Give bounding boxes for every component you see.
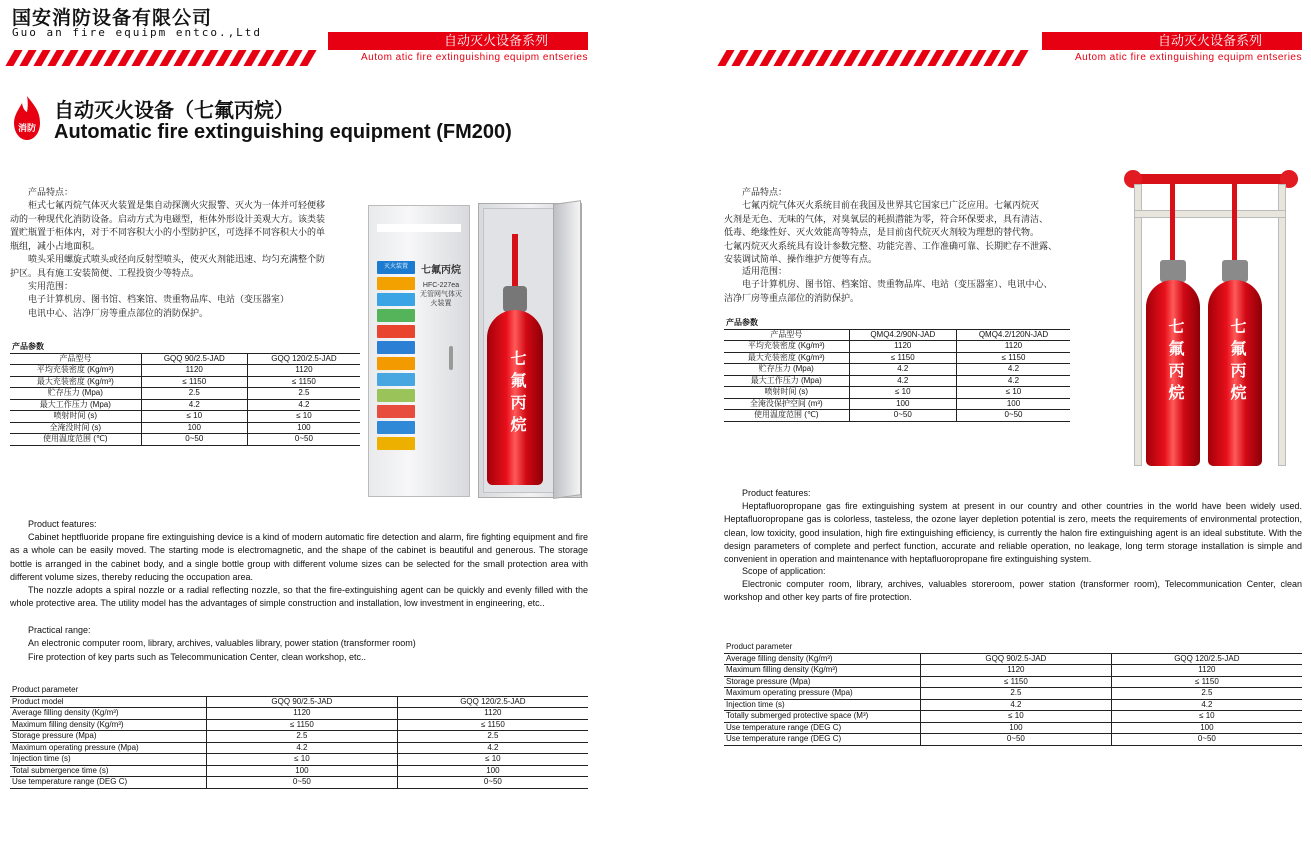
table-row: 全淹没保护空间 (m³) 100 100 [724, 398, 1070, 410]
table-row: 最大充装密度 (Kg/m³) ≤ 1150 ≤ 1150 [10, 376, 360, 388]
table-row: 贮存压力 (Mpa) 4.2 4.2 [724, 364, 1070, 376]
cabinet-header-label [377, 224, 461, 254]
en-scope-text: Electronic computer room, library, archives, valuables storeroom, power station (transformer room), Telecommunication Center, clean workshop and other key parts of fire protection. [724, 579, 1302, 603]
cn-spec-table-left: 产品参数 产品型号 GQQ 90/2.5-JAD GQQ 120/2.5-JAD 平均充装密度 (Kg/m³) 1120 1120 最大充装密度 (Kg/m³) ≤ 1150 ≤ 1150 贮存压力 (Mpa) 2.5 2.5 最大工作压力 (Mpa) 4.2 4.2 喷射时间 (s) ≤ 10 ≤ 10 全淹没时间 (s) 100 100 使用温度范围 (℃) 0~50 0~50 [10, 342, 360, 446]
pipe [512, 234, 518, 294]
logo-text: 消防 [17, 124, 37, 134]
en-features-p1: Heptafluoropropane gas fire extinguishing system at present in our country and other countries in the world have been widely used. Heptafluoropropane gas is colorless, tasteless, the ozone layer depletion potential is zero, meets the requirements of environmental protection, clean, low toxicity, good insulation, high fire extinguishing efficiency, is currently the halon fire extinguishing agent is an ideal substitute. With the design parameters of complete and perfect function, accurate and reliable operation, no leakage, long term storage installation is simple and convenient in operation and maintenance with heptafluoropropane fire extinguishing system. [724, 501, 1302, 565]
table-row: Average filling density (Kg/m³) 1120 1120 [10, 708, 588, 720]
table-row: Totally submerged protective space (M³) ≤ 10 ≤ 10 [724, 711, 1302, 723]
table-row: Injection time (s) ≤ 10 ≤ 10 [10, 754, 588, 766]
en-range-heading: Practical range: [28, 625, 91, 635]
manifold-pipe [1126, 174, 1298, 184]
pipe [1232, 184, 1237, 264]
table-row: 全淹没时间 (s) 100 100 [10, 422, 360, 434]
table-row: 最大充装密度 (Kg/m³) ≤ 1150 ≤ 1150 [724, 352, 1070, 364]
company-name-cn: 国安消防设备有限公司 [12, 8, 213, 29]
en-features-p2: The nozzle adopts a spiral nozzle or a radial reflecting nozzle, so that the fire-extinguishing agent can be quickly and evenly filled with the whole protective area. The utility model has the advantages of simple construction and installation, low investment in engineering, etc.. [10, 585, 588, 609]
cabinet-handle [449, 346, 453, 370]
cn-range-heading: 实用范围： [28, 281, 74, 291]
cabinet-door [553, 200, 581, 499]
pipe [1170, 184, 1175, 264]
table-row: 最大工作压力 (Mpa) 4.2 4.2 [10, 399, 360, 411]
table-row: Maximum filling density (Kg/m³) ≤ 1150 ≤ 1150 [10, 719, 588, 731]
valve [1160, 260, 1186, 282]
cn-spec-table-right: 产品参数 产品型号 QMQ4.2/90N-JAD QMQ4.2/120N-JAD 平均充装密度 (Kg/m³) 1120 1120 最大充装密度 (Kg/m³) ≤ 1150 ≤ 1150 贮存压力 (Mpa) 4.2 4.2 最大工作压力 (Mpa) 4.2 4.2 喷射时间 (s) ≤ 10 ≤ 10 全淹没保护空间 (m³) 100 100 使用温度范围 (℃) 0~50 0~50 [724, 318, 1070, 422]
cn-features-text: 七氟丙烷气体灭火系统目前在我国及世界其它国家已广泛应用。七氟丙烷灭 火剂是无色、无味的气体，对臭氧层的耗损潜能为零，符合环保要求，具有清洁、 低毒、绝缘性好、灭火效能高等特点，是目前卤代烷灭火剂较为理想的替代物。 七氟丙烷灭火系统具有设计参数完整、功能完善、工作准确可靠、长期贮存不泄露、 安装调试简单、操作维护方便等有点。 [724, 200, 1058, 264]
table-row: Total submergence time (s) 100 100 [10, 765, 588, 777]
table-row: 使用温度范围 (℃) 0~50 0~50 [10, 434, 360, 446]
table-row: Use temperature range (DEG C) 100 100 [724, 722, 1302, 734]
cabinet-closed-image [368, 205, 470, 497]
rack-post [1278, 184, 1286, 466]
table-row: Maximum operating pressure (Mpa) 4.2 4.2 [10, 742, 588, 754]
banner-title-cn: 自动灭火设备系列 [1042, 32, 1302, 50]
table-title: 产品参数 [10, 342, 360, 353]
red-cylinder: 七氟丙烷 [1208, 280, 1262, 466]
table-row: Storage pressure (Mpa) 2.5 2.5 [10, 731, 588, 743]
table-row: 使用温度范围 (℃) 0~50 0~50 [724, 410, 1070, 422]
banner-title-en: Autom atic fire extinguishing equipm entseries [361, 52, 588, 63]
table-row: 喷射时间 (s) ≤ 10 ≤ 10 [10, 411, 360, 423]
table-row: Maximum filling density (Kg/m³) 1120 1120 [724, 665, 1302, 677]
decorative-stripes [10, 50, 318, 66]
red-cylinder: 七氟丙烷 [487, 310, 543, 485]
en-spec-table-left: Product parameter Product model GQQ 90/2.5-JAD GQQ 120/2.5-JAD Average filling density (Kg/m³) 1120 1120 Maximum filling density (Kg/m³) ≤ 1150 ≤ 1150 Storage pressure (Mpa) 2.5 2.5 Maximum operating pressure (Mpa) 4.2 4.2 Injection time (s) ≤ 10 ≤ 10 Total submergence time (s) 100 100 Use temperature range (DEG C) 0~50 0~50 [10, 685, 588, 789]
en-features-p1: Cabinet heptfluoride propane fire extinguishing device is a kind of modern automatic fire detection and alarm, fire fighting equipment and fire as a whole can be easily moved. The starting mode is electromagnetic, and the shape of the cabinet is beautiful and generous. The storage bottle is arranged in the cabinet body, and a single bottle group with different volume sizes can be selected for the small protection area with different volume sizes, thereby reducing the occupation area. [10, 532, 588, 582]
rack-bar [1134, 210, 1286, 218]
page-title-en: Automatic fire extinguishing equipment (FM200) [54, 121, 512, 143]
page-title-cn: 自动灭火设备（七氟丙烷） [54, 100, 294, 122]
table-row: Storage pressure (Mpa) ≤ 1150 ≤ 1150 [724, 676, 1302, 688]
en-spec-table-right: Product parameter Average filling density (Kg/m³) GQQ 90/2.5-JAD GQQ 120/2.5-JAD Maximum filling density (Kg/m³) 1120 1120 Storage pressure (Mpa) ≤ 1150 ≤ 1150 Maximum operating pressure (Mpa) 2.5 2.5 Injection time (s) 4.2 4.2 Totally submerged protective space (M³) ≤ 10 ≤ 10 Use temperature range (DEG C) 100 100 Use temperature range (DEG C) 0~50 0~50 [724, 642, 1302, 746]
decorative-stripes [722, 50, 1030, 66]
table-row: 贮存压力 (Mpa) 2.5 2.5 [10, 388, 360, 400]
company-name-en: Guo an fire equipm entco.,Ltd [12, 26, 263, 39]
banner-title-en: Autom atic fire extinguishing equipm entseries [1075, 52, 1302, 63]
table-row: Maximum operating pressure (Mpa) 2.5 2.5 [724, 688, 1302, 700]
table-row: Use temperature range (DEG C) 0~50 0~50 [10, 777, 588, 789]
valve [503, 286, 527, 312]
cn-range-text: 电子计算机房、图书馆、档案馆、贵重物品库、电站（变压器室）、电讯中心、 洁净厂房等重点部位的消防保护。 [724, 279, 1053, 303]
series-banner-right [722, 32, 1302, 66]
cn-features-heading: 产品特点： [742, 187, 788, 197]
table-row: Injection time (s) 4.2 4.2 [724, 699, 1302, 711]
cabinet-label: 七氟丙烷 HFC-227ea 无管网气体灭火装置 [420, 265, 462, 307]
table-row: 平均充装密度 (Kg/m³) 1120 1120 [10, 365, 360, 377]
cn-range-heading: 适用范围： [742, 266, 788, 276]
en-features-heading: Product features: [742, 488, 811, 498]
table-title: 产品参数 [724, 318, 1070, 329]
en-range-text: An electronic computer room, library, archives, valuables library, power station (transformer room) Fire protection of key parts such as Telecommunication Center, clean workshop, etc.. [28, 638, 416, 662]
cabinet-info-panel: 灭火装置 [377, 261, 415, 471]
valve [1222, 260, 1248, 282]
cn-range-text: 电子计算机房、图书馆、档案馆、贵重物品库、电站（变压器室） 电讯中心、洁净厂房等重点部位的消防保护。 [28, 294, 290, 318]
table-title: Product parameter [10, 685, 588, 696]
table-row: 最大工作压力 (Mpa) 4.2 4.2 [724, 375, 1070, 387]
banner-title-cn: 自动灭火设备系列 [328, 32, 588, 50]
table-title: Product parameter [724, 642, 1302, 653]
cn-features-text: 柜式七氟丙烷气体灭火装置是集自动探测火灾报警、灭火为一体并可轻便移 动的一种现代化消防设备。启动方式为电磁型，柜体外形设计美观大方。该类装 置贮瓶置于柜体内，对于不同容积大小的小型防护区，可选择不同容积大小的单 瓶组，减小占地面积。 喷头采用螺旋式喷头或径向反射型喷头，使灭火剂能迅速、均匀充满整个防 护区。具有施工安装简便、工程投资少等特点。 [10, 200, 326, 278]
table-row: 平均充装密度 (Kg/m³) 1120 1120 [724, 341, 1070, 353]
fire-logo-icon [10, 95, 44, 141]
twin-cylinder-image [1120, 170, 1302, 470]
rack-post [1134, 184, 1142, 466]
cn-features-heading: 产品特点： [28, 187, 74, 197]
cabinet-open-image [478, 203, 582, 498]
red-cylinder: 七氟丙烷 [1146, 280, 1200, 466]
series-banner-left [10, 32, 588, 66]
en-features-heading: Product features: [28, 519, 97, 529]
en-scope-heading: Scope of application: [742, 566, 826, 576]
table-row: 喷射时间 (s) ≤ 10 ≤ 10 [724, 387, 1070, 399]
table-row: Use temperature range (DEG C) 0~50 0~50 [724, 734, 1302, 746]
